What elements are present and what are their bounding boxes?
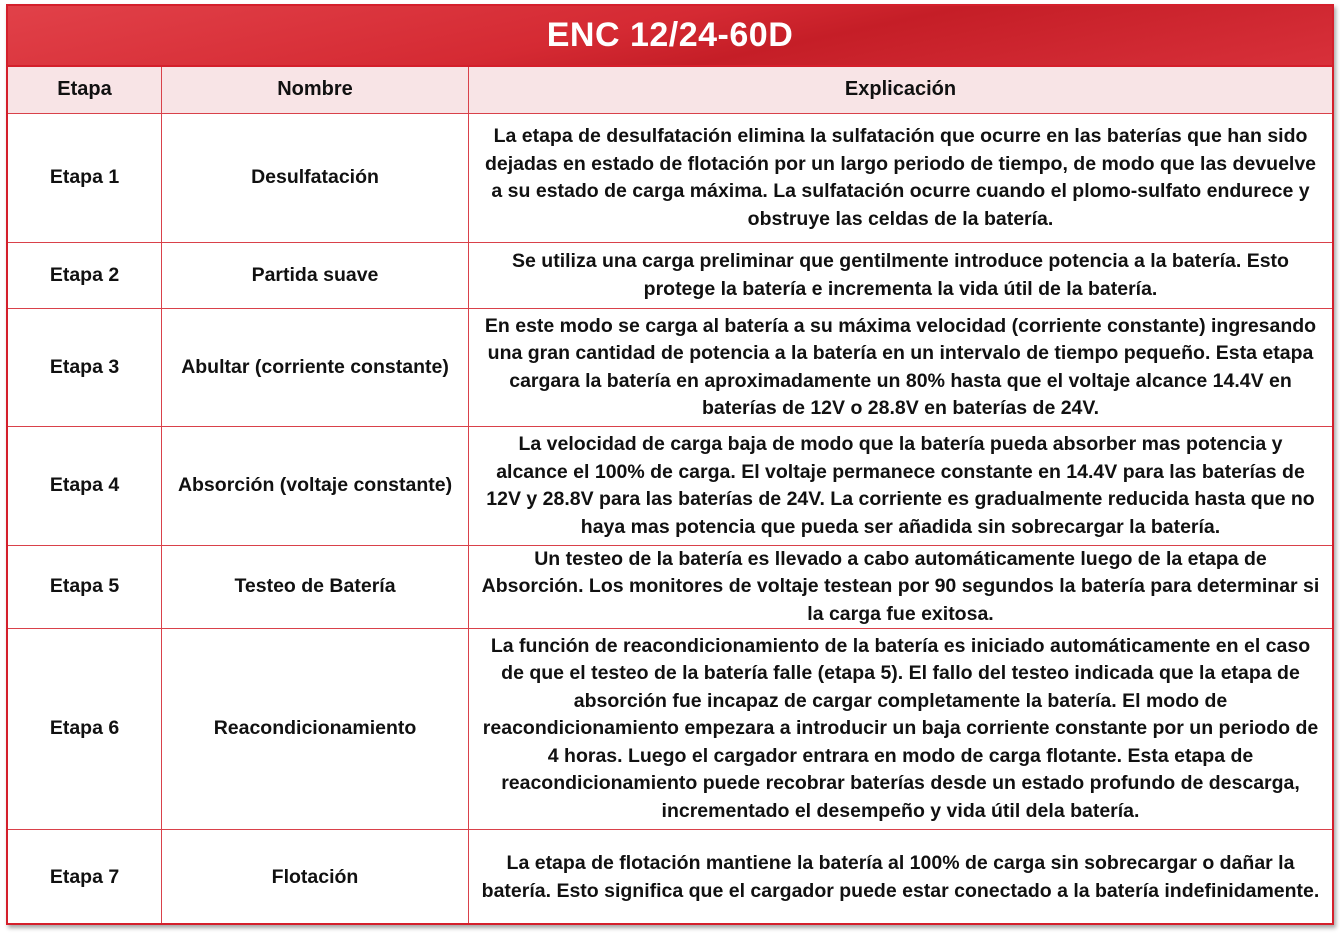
row-6-name: Reacondicionamiento <box>162 629 469 830</box>
row-5-stage: Etapa 5 <box>8 546 162 629</box>
row-3-explanation: En este modo se carga al batería a su máxima velocidad (corriente constante) ingresando una gran cantidad de potencia a la batería en un intervalo de tiempo pequeño. Esta etapa cargara la batería en aproximadamente un 80% hasta que el voltaje alcance 14.4V en baterías de 12V o 28.8V en baterías de 24V. <box>469 309 1332 427</box>
row-5-explanation: Un testeo de la batería es llevado a cabo automáticamente luego de la etapa de Absorción. Los monitores de voltaje testean por 90 segundos la batería para determinar si la carga fue exitosa. <box>469 546 1332 629</box>
row-2-name: Partida suave <box>162 243 469 309</box>
row-3-stage: Etapa 3 <box>8 309 162 427</box>
row-1-name: Desulfatación <box>162 114 469 243</box>
row-2-stage: Etapa 2 <box>8 243 162 309</box>
row-6-explanation: La función de reacondicionamiento de la batería es iniciado automáticamente en el caso de que el testeo de la batería falle (etapa 5). El fallo del testeo indicada que la etapa de absorción fue incapaz de cargar completamente la batería. El modo de reacondicionamiento empezara a introducir un baja corriente constante por un periodo de 4 horas. Luego el cargador entrara en modo de carga flotante. Esta etapa de reacondicionamiento puede recobrar baterías desde un estado profundo de descarga, incrementado el desempeño y vida útil dela batería. <box>469 629 1332 830</box>
row-1-stage: Etapa 1 <box>8 114 162 243</box>
header-explanation: Explicación <box>469 67 1332 114</box>
row-5-name: Testeo de Batería <box>162 546 469 629</box>
row-7-explanation: La etapa de flotación mantiene la batería al 100% de carga sin sobrecargar o dañar la batería. Esto significa que el cargador puede estar conectado a la batería indefinidamente. <box>481 852 1320 902</box>
row-3-name: Abultar (corriente constante) <box>162 309 469 427</box>
charging-stages-table <box>6 4 1334 925</box>
row-7-name: Flotación <box>162 830 469 925</box>
row-4-stage: Etapa 4 <box>8 427 162 546</box>
row-7-stage: Etapa 7 <box>8 830 162 925</box>
row-2-explanation: Se utiliza una carga preliminar que gentilmente introduce potencia a la batería. Esto protege la batería e incrementa la vida útil de la batería. <box>469 243 1332 309</box>
header-name: Nombre <box>162 67 469 114</box>
header-stage: Etapa <box>8 67 162 114</box>
row-4-explanation: La velocidad de carga baja de modo que la batería pueda absorber mas potencia y alcance el 100% de carga. El voltaje permanece constante en 14.4V para las baterías de 12V y 28.8V para las baterías de 24V. La corriente es gradualmente reducida hasta que no haya mas potencia que pueda ser añadida sin sobrecargar la batería. <box>469 427 1332 546</box>
row-4-name: Absorción (voltaje constante) <box>162 427 469 546</box>
row-1-explanation: La etapa de desulfatación elimina la sulfatación que ocurre en las baterías que han sido dejadas en estado de flotación por un largo periodo de tiempo, de modo que las devuelve a su estado de carga máxima. La sulfatación ocurre cuando el plomo-sulfato endurece y obstruye las celdas de la batería. <box>469 114 1332 243</box>
table-title: ENC 12/24-60D <box>8 6 1332 67</box>
row-6-stage: Etapa 6 <box>8 629 162 830</box>
